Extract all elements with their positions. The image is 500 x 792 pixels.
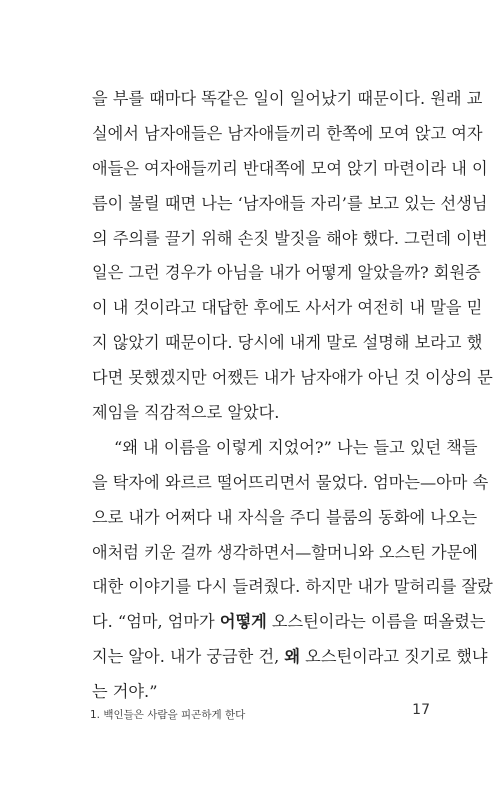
text-segment: 오스틴이라고 짓기로 했냐 [300,647,488,667]
text-line: 는 거야.” [92,682,158,702]
paragraph-2 [92,431,493,710]
emphasis-how: 어떻게 [219,612,267,632]
text-line: 애처럼 키운 걸까 생각하면서—할머니와 오스틴 가문에 [92,542,478,562]
text-line: 실에서 남자애들은 남자애들끼리 한쪽에 모여 앉고 여자 [92,123,483,143]
text-line: 대한 이야기를 다시 들려줬다. 하지만 내가 말허리를 잘랐 [92,577,493,597]
text-line: 으로 내가 어쩌다 내 자식을 주디 블룸의 동화에 나오는 [92,507,478,527]
emphasis-why: 왜 [284,647,301,667]
body-text [92,82,493,710]
text-line: 의 주의를 끌기 위해 손짓 발짓을 해야 했다. 그런데 이번 [92,228,488,248]
running-footer-chapter-title: 1. 백인들은 사람을 피곤하게 한다 [90,709,246,721]
text-segment: 다. “엄마, 엄마가 [92,612,220,632]
text-line: 애들은 여자애들끼리 반대쪽에 모여 앉기 마련이라 내 이 [92,158,488,178]
text-segment: 오스틴이라는 이름을 떠올렸는 [266,612,486,632]
text-line: 제임을 직감적으로 알았다. [92,403,280,423]
text-line: 을 부를 때마다 똑같은 일이 일어났기 때문이다. 원래 교 [92,89,483,108]
text-segment: 지는 알아. 내가 궁금한 건, [92,647,285,667]
paragraph-1 [92,82,493,431]
text-line: 일은 그런 경우가 아님을 내가 어떻게 알았을까? 회원증 [92,263,481,283]
text-line: 름이 불릴 때면 나는 ‘남자애들 자리’를 보고 있는 선생님 [92,193,488,213]
text-line: 을 탁자에 와르르 떨어뜨리면서 물었다. 엄마는—아마 속 [92,472,489,492]
text-line: “왜 내 이름을 이렇게 지었어?” 나는 들고 있던 책들 [114,437,478,457]
text-line-with-emphasis [92,605,486,640]
text-line: 다면 못했겠지만 어쨌든 내가 남자애가 아닌 것 이상의 문 [92,368,493,388]
text-line-with-emphasis [92,640,488,675]
text-line: 이 내 것이라고 대답한 후에도 사서가 여전히 내 말을 믿 [92,298,483,318]
text-line: 지 않았기 때문이다. 당시에 내게 말로 설명해 보라고 했 [92,333,483,353]
page-number: 17 [412,702,430,718]
